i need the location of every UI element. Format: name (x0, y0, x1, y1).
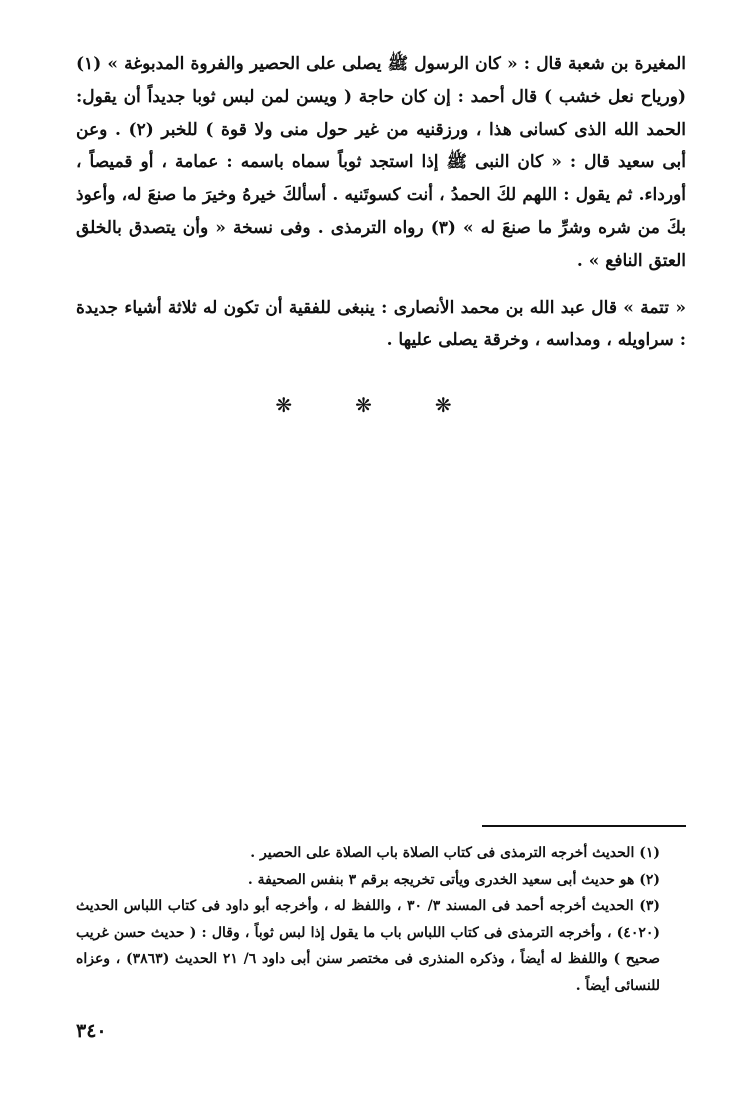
footnotes (76, 840, 686, 999)
body-paragraph-1: المغيرة بن شعبة قال : « كان الرسول ﷺ يصلى على الحصير والفروة المدبوغة » (١) (ورياح نعل خشب ) قال أحمد : إن كان حاجة ( ويسن لمن لبس ثوبا جديداً أن يقول: الحمد الله الذى كسانى هذا ، ورزقنيه من غير حول منى ولا قوة ) للخبر (٢) . وعن أبى سعيد قال : « كان النبى ﷺ إذا استجد ثوباً سماه باسمه : عمامة ، أو قميصاً ، أورداء. ثم يقول : اللهم لكَ الحمدُ ، أنت كسوتَنيه . أسألكَ خيرهُ وخيرَ ما صنعَ له، وأعوذ بكَ من شره وشرِّ ما صنعَ له » (٣) رواه الترمذى . وفى نسخة « وأن يتصدق بالخلق العتق النافع » . (76, 54, 687, 271)
section-separator-stars: ❋ ❋ ❋ (275, 393, 480, 417)
main-text (76, 48, 686, 357)
footnote-3: (٣) الحديث أخرجه أحمد فى المسند ٣/ ٣٠ ، واللفظ له ، وأخرجه أبو داود فى كتاب اللباس الحديث (٤٠٢٠) ، وأخرجه الترمذى فى كتاب اللباس باب ما يقول إذا لبس ثوباً ، وقال : ( حديث حسن غريب صحيح ) واللفظ له أيضاً ، وذكره المنذرى فى مختصر سنن أبى داود ٦/ ٢١ الحديث (٣٨٦٣) ، وعزاه للنسائى أيضاً . (76, 898, 660, 994)
footnote-divider-line (482, 825, 686, 827)
footnote-2: (٢) هو حديث أبى سعيد الخدرى ويأتى تخريجه برقم ٣ بنفس الصحيفة . (247, 871, 660, 888)
body-paragraph-2: « تتمة » قال عبد الله بن محمد الأنصارى : ينبغى للفقية أن تكون له ثلاثة أشياء جديدة : سراويله ، ومداسه ، وخرقة يصلى عليها . (76, 297, 686, 351)
footnote-1: (١) الحديث أخرجه الترمذى فى كتاب الصلاة باب الصلاة على الحصير . (250, 845, 660, 861)
page-number: ٣٤٠ (76, 1020, 107, 1042)
